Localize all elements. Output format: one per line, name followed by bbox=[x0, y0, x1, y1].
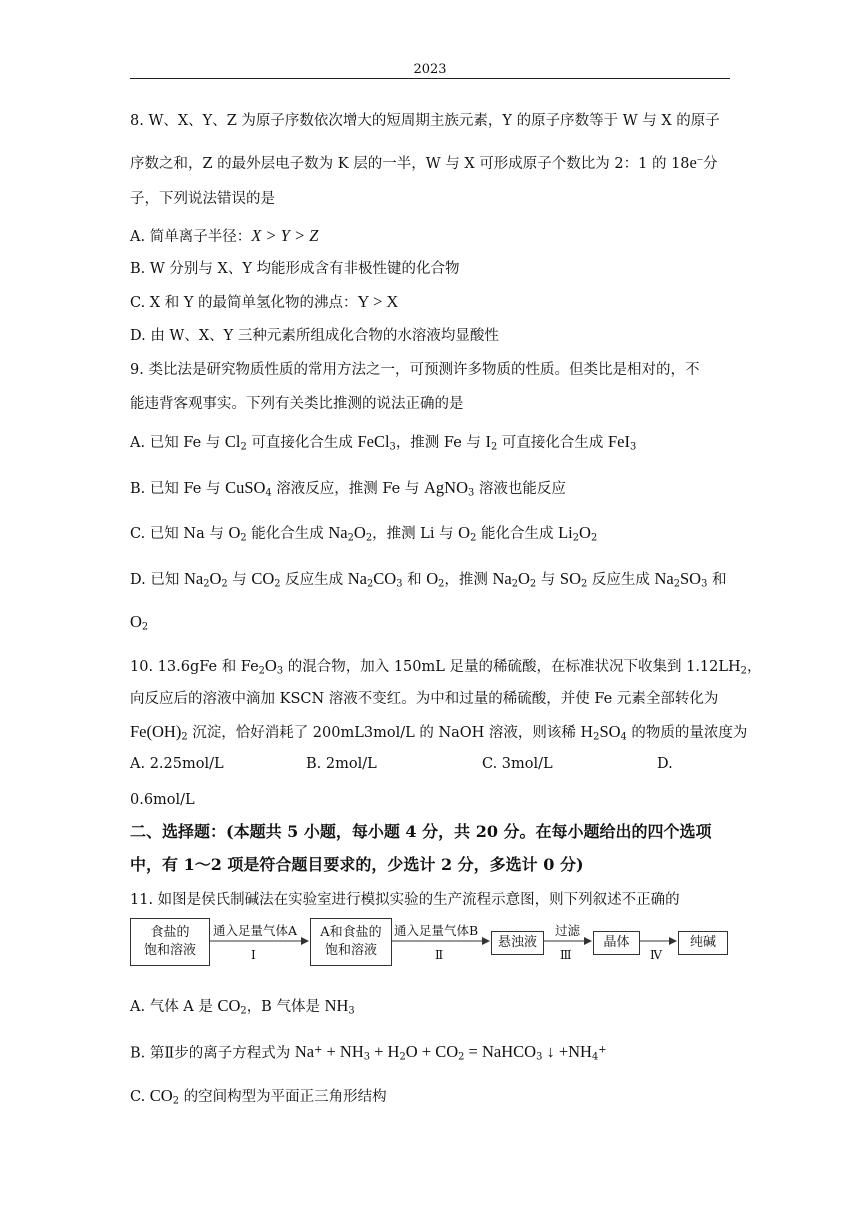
flow-box2-line2: 饱和溶液 bbox=[324, 943, 377, 958]
q8-stem-line2-text: 序数之和，Z 的最外层电子数为 K 层的一半，W 与 X 可形成原子个数比为 2：1 的 18 bbox=[130, 156, 690, 173]
text-fragment: 溶液反应，推测 Fe 与 bbox=[271, 481, 424, 497]
text-fragment: 与 bbox=[227, 572, 252, 588]
text-fragment: 2 bbox=[581, 578, 588, 590]
q9-option-d bbox=[130, 569, 726, 594]
text-fragment: B. 已知 Fe 与 bbox=[130, 481, 226, 497]
text-fragment: 的混合物，加入 150mL 足量的稀硫酸，在标准状况下收集到 1.12LH bbox=[283, 659, 741, 675]
q8-option-c-text: C. X 和 Y 的最简单氢化物的沸点： bbox=[130, 295, 358, 311]
q9-stem-line2: 能违背客观事实。下列有关类比推测的说法正确的是 bbox=[130, 396, 464, 412]
text-fragment: ，推测 Fe 与 bbox=[395, 435, 486, 451]
q8-stem-line2-end: 分 bbox=[703, 156, 718, 173]
text-fragment: 2 bbox=[203, 578, 210, 590]
text-fragment: O bbox=[426, 569, 439, 588]
q11-option-b-equation bbox=[294, 1042, 607, 1063]
flow-label-filter: 过滤 bbox=[555, 923, 581, 938]
text-fragment: CO bbox=[251, 569, 275, 588]
text-fragment: 4 bbox=[620, 731, 627, 743]
text-fragment: ，推测 Li 与 bbox=[372, 526, 459, 542]
text-fragment: 2 bbox=[491, 441, 498, 453]
flow-box1-line2: 饱和溶液 bbox=[143, 943, 196, 958]
text-fragment: 3 bbox=[629, 441, 637, 453]
flow-box-salt-solution bbox=[130, 918, 210, 966]
text-fragment: SO bbox=[680, 569, 702, 588]
text-fragment: Na bbox=[654, 569, 674, 588]
flow-box-a-salt-solution bbox=[310, 918, 392, 966]
q9-stem-line1: 9. 类比法是研究物质性质的常用方法之一，可预测许多物质的性质。但类比是相对的，不 bbox=[130, 362, 700, 378]
q8-option-c-formula: Y > X bbox=[357, 292, 399, 311]
q10-stem-line2: 向反应后的溶液中滴加 KSCN 溶液不变红。为中和过量的稀硫酸，并使 Fe 元素全部转化为 bbox=[130, 691, 719, 707]
electron-sup: − bbox=[696, 154, 704, 166]
text-fragment: 3 bbox=[396, 578, 403, 590]
text-fragment: 可直接化合生成 bbox=[246, 435, 358, 451]
text-fragment: SO bbox=[559, 569, 581, 588]
text-fragment: CO bbox=[149, 1086, 173, 1105]
text-fragment: 2 bbox=[274, 578, 281, 590]
text-fragment: ， bbox=[746, 659, 762, 675]
q10-option-b: B. 2mol/L bbox=[306, 756, 377, 772]
flow-step-4: Ⅳ bbox=[650, 948, 662, 962]
text-fragment: 3 bbox=[467, 487, 475, 499]
q8-stem-line1: 8. W、X、Y、Z 为原子序数依次增大的短周期主族元素，Y 的原子序数等于 W 与 X 的原子 bbox=[130, 113, 720, 129]
flow-box-crystal: 晶体 bbox=[593, 931, 640, 955]
electron-symbol bbox=[690, 153, 704, 172]
text-fragment: 3 bbox=[536, 1051, 543, 1063]
text-fragment: + bbox=[314, 1045, 323, 1056]
q8-option-b: B. W 分别与 X、Y 均能形成含有非极性键的化合物 bbox=[130, 261, 460, 277]
q10-option-d-cont: 0.6mol/L bbox=[130, 792, 195, 808]
flow-box2-line1: A和食盐的 bbox=[320, 925, 382, 940]
text-fragment: 的物质的量浓度为 bbox=[626, 725, 748, 741]
text-fragment: 3 bbox=[348, 1005, 355, 1017]
q10-stem-line3 bbox=[130, 722, 747, 747]
q10-stem-line1 bbox=[130, 656, 761, 681]
text-fragment: 2 bbox=[470, 532, 477, 544]
text-fragment: 和 bbox=[402, 572, 427, 588]
text-fragment: ，推测 bbox=[444, 572, 493, 588]
text-fragment: 10. 13.6gFe 和 Fe bbox=[130, 659, 259, 675]
q9-option-b bbox=[130, 478, 566, 503]
text-fragment: Na bbox=[492, 569, 512, 588]
text-fragment: 2 bbox=[172, 1095, 179, 1107]
text-fragment: 2 bbox=[221, 578, 228, 590]
text-fragment: 3 bbox=[701, 578, 708, 590]
text-fragment: Na bbox=[183, 569, 204, 588]
q11-option-b-text: B. 第Ⅱ步的离子方程式为 bbox=[130, 1045, 295, 1062]
section2-title-line1: 二、选择题：(本题共 5 小题，每小题 4 分，共 20 分。在每小题给出的四个选项 bbox=[130, 822, 712, 841]
text-fragment: CuSO bbox=[225, 478, 266, 497]
flow-box-suspension: 悬浊液 bbox=[491, 931, 544, 955]
electron-e: e bbox=[689, 153, 697, 173]
text-fragment: 4 bbox=[265, 487, 272, 499]
q8-option-c bbox=[130, 292, 398, 313]
flow-step-3: Ⅲ bbox=[560, 948, 572, 962]
text-fragment: 2 bbox=[673, 578, 680, 590]
flow-step-2: Ⅱ bbox=[435, 948, 444, 962]
text-fragment: 溶液也能反应 bbox=[474, 481, 566, 497]
flow-label-gas-a: 通入足量气体A bbox=[213, 923, 298, 938]
text-fragment: Fe(OH) bbox=[130, 722, 182, 741]
text-fragment: D. 已知 bbox=[130, 572, 184, 588]
text-fragment: 能化合生成 bbox=[246, 526, 329, 542]
q10-option-a: A. 2.25mol/L bbox=[130, 756, 224, 772]
text-fragment: = NaHCO bbox=[464, 1042, 537, 1062]
text-fragment: 2 bbox=[399, 1051, 406, 1063]
text-fragment: Na bbox=[328, 523, 348, 542]
q9-option-c bbox=[130, 523, 597, 548]
text-fragment: 2 bbox=[438, 578, 445, 590]
text-fragment: Cl bbox=[224, 432, 241, 451]
text-fragment: 和 bbox=[707, 572, 727, 588]
text-fragment: 2 bbox=[240, 1005, 247, 1017]
text-fragment: FeCl bbox=[357, 432, 390, 451]
text-fragment: C. 已知 Na 与 bbox=[130, 526, 229, 542]
text-fragment: 2 bbox=[572, 532, 580, 544]
q11-stem: 11. 如图是侯氏制碱法在实验室进行模拟实验的生产流程示意图，则下列叙述不正确的 bbox=[130, 892, 680, 908]
text-fragment: FeI bbox=[607, 432, 630, 451]
text-fragment: + NH bbox=[322, 1042, 364, 1062]
flow-box-soda-ash: 纯碱 bbox=[678, 931, 728, 955]
text-fragment: 3 bbox=[276, 665, 284, 677]
q9-option-d-cont bbox=[130, 612, 148, 637]
text-fragment: NH bbox=[324, 996, 349, 1015]
text-fragment: 的空间构型为平面正三角形结构 bbox=[178, 1089, 387, 1105]
text-fragment: CO bbox=[373, 569, 397, 588]
text-fragment: 3 bbox=[363, 1051, 370, 1063]
text-fragment: ，B 气体是 bbox=[246, 999, 325, 1015]
q10-option-d: D. bbox=[657, 756, 673, 772]
text-fragment: ↓ +NH bbox=[542, 1042, 592, 1062]
q11-option-b bbox=[130, 1041, 606, 1068]
text-fragment: O bbox=[579, 523, 591, 542]
text-fragment: 2 bbox=[181, 731, 188, 743]
text-fragment: 2 bbox=[458, 1051, 465, 1063]
text-fragment: AgNO bbox=[423, 478, 468, 497]
text-fragment: O bbox=[518, 569, 530, 588]
q8-option-a-formula: X > Y > Z bbox=[251, 226, 319, 245]
text-fragment: 与 bbox=[536, 572, 560, 588]
text-fragment: O bbox=[228, 523, 241, 542]
text-fragment: 2 bbox=[740, 665, 747, 677]
text-fragment: 2 bbox=[593, 731, 600, 743]
text-fragment: 2 bbox=[590, 532, 598, 544]
q8-stem-line3: 子，下列说法错误的是 bbox=[130, 191, 275, 207]
text-fragment: O bbox=[209, 569, 222, 588]
text-fragment: 沉淀，恰好消耗了 200mL3mol/L 的 NaOH 溶液，则该稀 H bbox=[187, 725, 594, 741]
q11-option-c bbox=[130, 1086, 387, 1111]
hou-process-flowchart bbox=[130, 914, 730, 974]
text-fragment: 4 bbox=[591, 1051, 599, 1063]
text-fragment: SO bbox=[599, 722, 621, 741]
text-fragment: Li bbox=[558, 523, 573, 542]
flow-box1-line1: 食盐的 bbox=[150, 925, 190, 940]
text-fragment: 2 bbox=[367, 578, 374, 590]
text-fragment: 能化合生成 bbox=[476, 526, 559, 542]
q8-option-d: D. 由 W、X、Y 三种元素所组成化合物的水溶液均显酸性 bbox=[130, 328, 499, 344]
text-fragment: 2 bbox=[141, 621, 149, 633]
text-fragment: 2 bbox=[529, 578, 537, 590]
text-fragment: CO bbox=[217, 996, 241, 1015]
text-fragment: 2 bbox=[240, 441, 247, 453]
text-fragment: A. 气体 A 是 bbox=[130, 999, 218, 1015]
text-fragment: I bbox=[485, 432, 491, 451]
text-fragment: + bbox=[598, 1045, 607, 1056]
text-fragment: 2 bbox=[347, 532, 354, 544]
text-fragment: O bbox=[353, 523, 366, 542]
text-fragment: 反应生成 bbox=[280, 572, 348, 588]
q8-stem-line2 bbox=[130, 150, 718, 174]
text-fragment: + H bbox=[370, 1042, 400, 1062]
q8-option-a-text: A. 简单离子半径： bbox=[130, 229, 252, 245]
text-fragment: 2 bbox=[240, 532, 247, 544]
text-fragment: 反应生成 bbox=[587, 572, 655, 588]
text-fragment: 可直接化合生成 bbox=[497, 435, 608, 451]
text-fragment: C. bbox=[130, 1089, 150, 1105]
q8-option-a bbox=[130, 226, 318, 247]
q11-option-a bbox=[130, 996, 355, 1021]
text-fragment: Na bbox=[294, 1042, 315, 1062]
page-header-year: 2023 bbox=[413, 62, 447, 77]
text-fragment: O bbox=[458, 523, 471, 542]
section2-title-line2: 中，有 1～2 项是符合题目要求的，少选计 2 分，多选计 0 分) bbox=[130, 855, 584, 874]
text-fragment: 2 bbox=[511, 578, 518, 590]
q10-option-c: C. 3mol/L bbox=[482, 756, 553, 772]
text-fragment: 2 bbox=[258, 665, 265, 677]
text-fragment: A. 已知 Fe 与 bbox=[130, 435, 225, 451]
text-fragment: 3 bbox=[389, 441, 396, 453]
flow-step-1: Ⅰ bbox=[251, 948, 256, 962]
flow-label-gas-b: 通入足量气体B bbox=[394, 923, 479, 938]
text-fragment: O bbox=[264, 656, 277, 675]
q9-option-a bbox=[130, 432, 636, 457]
text-fragment: 2 bbox=[365, 532, 373, 544]
text-fragment: Na bbox=[347, 569, 368, 588]
text-fragment: O bbox=[130, 612, 142, 631]
header-rule bbox=[130, 78, 730, 79]
text-fragment: O + CO bbox=[405, 1042, 459, 1062]
